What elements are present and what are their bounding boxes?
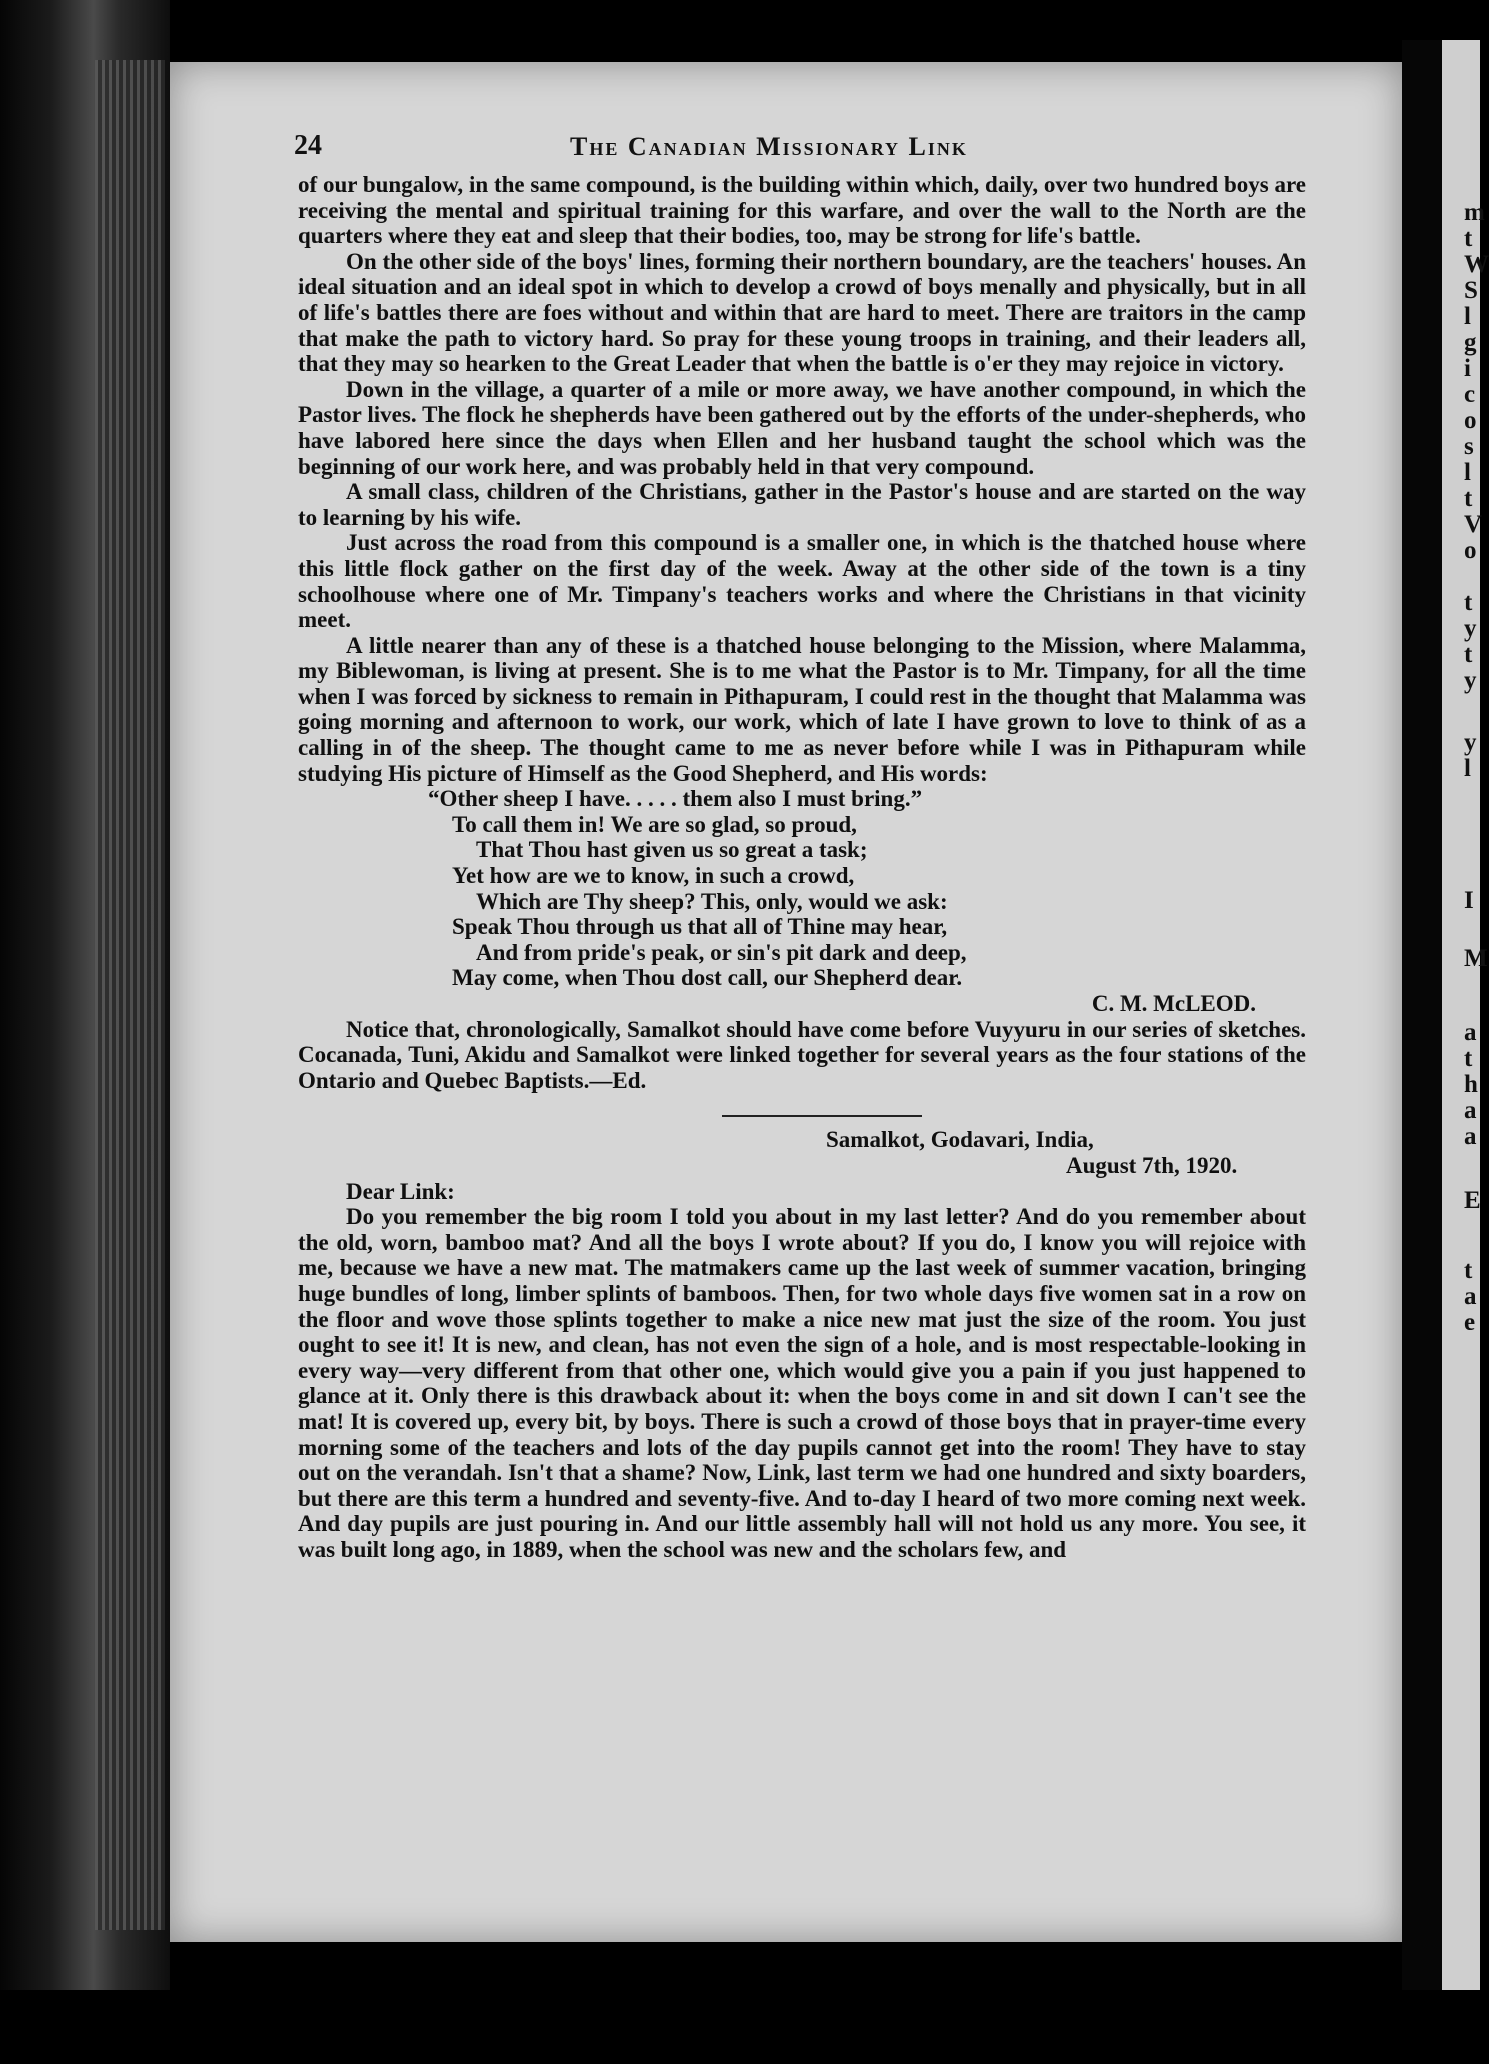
- paragraph: On the other side of the boys' lines, forming their northern boundary, are the teachers' houses. An ideal situation and an ideal spot in which to develop a crowd of boys menally and physically, but in all of life's battles there are foes without and within that are hard to meet. There are traitors in the camp that make the path to victory hard. So pray for these young troops in training, and their leaders all, that they may so hearken to the Great Leader that when the battle is o'er they may rejoice in victory.: [298, 248, 1306, 377]
- poem-line: And from pride's peak, or sin's pit dark and deep,: [476, 939, 967, 965]
- paragraph: of our bungalow, in the same compound, is the building within which, daily, over two hundred boys are receiving the mental and spiritual training for this warfare, and over the wall to the North are the quarters where they eat and sleep that their bodies, too, may be strong for life's battle.: [298, 172, 1306, 249]
- adjacent-letter: V: [1464, 511, 1483, 538]
- adjacent-letter: y: [1464, 615, 1477, 642]
- adjacent-letter: t: [1464, 589, 1473, 616]
- poem-line: “Other sheep I have. . . . . them also I must bring.”: [428, 786, 923, 812]
- adjacent-letter: c: [1464, 381, 1476, 408]
- poem-line: Which are Thy sheep? This, only, would we ask:: [476, 888, 948, 914]
- adjacent-letter: t: [1464, 641, 1473, 668]
- adjacent-letter: l: [1464, 459, 1471, 486]
- letter-body: Do you remember the big room I told you about in my last letter? And do you remember about the old, worn, bamboo mat? And all the boys I wrote about? If you do, I know you will rejoice with me, because we have a new mat. The matmakers came up the last week of summer vacation, bringing huge bundles of long, limber splints of bamboos. Then, for two whole days five women sat in a row on the floor and wove those splints together to make a nice new mat just the size of the room. You just ought to see it! It is new, and clean, has not even the sign of a hole, and is most respectable-looking in every way—very different from that other one, which would give you a pain if you just happened to glance at it. Only there is this drawback about it: when the boys come in and sit down I can't see the mat! It is covered up, every bit, by boys. There is such a crowd of those boys that in prayer-time every morning some of the teachers and lots of the day pupils cannot get into the room! They have to stay out on the verandah. Isn't that a shame? Now, Link, last term we had one hundred and sixty boarders, but there are this term a hundred and seventy-five. And to-day I heard of two more coming next week. And day pupils are just pouring in. And our little assembly hall will not hold us any more. You see, it was built long ago, in 1889, when the school was new and the scholars few, and: [298, 1204, 1306, 1562]
- adjacent-letter: a: [1464, 1097, 1477, 1124]
- adjacent-letter: o: [1464, 537, 1477, 564]
- adjacent-letter: t: [1464, 225, 1473, 252]
- paragraph: A small class, children of the Christians, gather in the Pastor's house and are started on the way to learning by his wife.: [298, 479, 1306, 530]
- adjacent-letter: a: [1464, 1123, 1477, 1150]
- adjacent-letter: l: [1464, 755, 1471, 782]
- adjacent-letter: o: [1464, 407, 1477, 434]
- paragraph: Down in the village, a quarter of a mile or more away, we have another compound, in which the Pastor lives. The flock he shepherds have been gathered out by the efforts of the under-shepherds, who have labored here since the days when Ellen and her husband taught the school which was the beginning of our work here, and was probably held in that very compound.: [298, 376, 1306, 479]
- adjacent-letter: M: [1464, 945, 1488, 972]
- adjacent-letter: s: [1464, 433, 1474, 460]
- adjacent-letter: a: [1464, 1283, 1477, 1310]
- poem-line: Yet how are we to know, in such a crowd,: [452, 863, 855, 889]
- page-header: [294, 130, 1304, 170]
- adjacent-page-strip: [1442, 40, 1489, 2030]
- poem: [428, 786, 1306, 991]
- book-gutter: [1402, 40, 1442, 2030]
- page-stack-edges: [95, 60, 165, 1930]
- adjacent-letter: g: [1464, 329, 1477, 356]
- adjacent-letter: y: [1464, 729, 1477, 756]
- letter-place: Samalkot, Godavari, India,: [826, 1127, 1094, 1153]
- adjacent-letter: E: [1464, 1187, 1481, 1214]
- adjacent-letter: a: [1464, 1019, 1477, 1046]
- adjacent-letter: i: [1464, 355, 1471, 382]
- paragraph: Just across the road from this compound is a smaller one, in which is the thatched house where this little flock gather on the first day of the week. Away at the other side of the town is a tiny schoolhouse where one of Mr. Timpany's teachers works and where the Christians in that vicinity meet.: [298, 530, 1306, 633]
- adjacent-letter: S: [1464, 277, 1478, 304]
- author-signature: C. M. McLEOD.: [1091, 991, 1256, 1016]
- running-head: The Canadian Missionary Link: [570, 132, 968, 161]
- poem-line: That Thou hast given us so great a task;: [476, 837, 868, 863]
- adjacent-letter: l: [1464, 303, 1471, 330]
- letter-salutation: Dear Link:: [346, 1178, 455, 1204]
- adjacent-letter: m: [1464, 199, 1485, 226]
- adjacent-letter: W: [1464, 251, 1489, 278]
- adjacent-letter: e: [1464, 1309, 1476, 1336]
- paragraph: A little nearer than any of these is a thatched house belonging to the Mission, where Malamma, my Biblewoman, is living at present. She is to me what the Pastor is to Mr. Timpany, for all the time when I was forced by sickness to remain in Pithapuram, I could rest in the thought that Malamma was going morning and afternoon to work, our work, which of late I have grown to love to think of as a calling in of the sheep. The thought came to me as never before while I was in Pithapuram while studying His picture of Himself as the Good Shepherd, and His words:: [298, 632, 1306, 786]
- adjacent-letter: t: [1464, 1257, 1473, 1284]
- adjacent-letter: y: [1464, 667, 1477, 694]
- adjacent-letter: t: [1464, 485, 1473, 512]
- adjacent-letter: h: [1464, 1071, 1478, 1098]
- article-body: [298, 172, 1306, 1562]
- section-divider: [722, 1115, 922, 1117]
- adjacent-letter: I: [1464, 887, 1474, 914]
- poem-line: May come, when Thou dost call, our Shepherd dear.: [452, 965, 963, 991]
- scan-bottom-border: [0, 1990, 1480, 2064]
- poem-line: To call them in! We are so glad, so proud,: [452, 811, 857, 837]
- letter-date: August 7th, 1920.: [1066, 1152, 1238, 1178]
- page-number: 24: [294, 130, 322, 161]
- poem-line: Speak Thou through us that all of Thine may hear,: [452, 914, 948, 940]
- adjacent-letter: t: [1464, 1045, 1473, 1072]
- editor-note: Notice that, chronologically, Samalkot should have come before Vuyyuru in our series of sketches. Cocanada, Tuni, Akidu and Samalkot were linked together for several years as the four stations of the Ontario and Quebec Baptists.—Ed.: [298, 1016, 1306, 1093]
